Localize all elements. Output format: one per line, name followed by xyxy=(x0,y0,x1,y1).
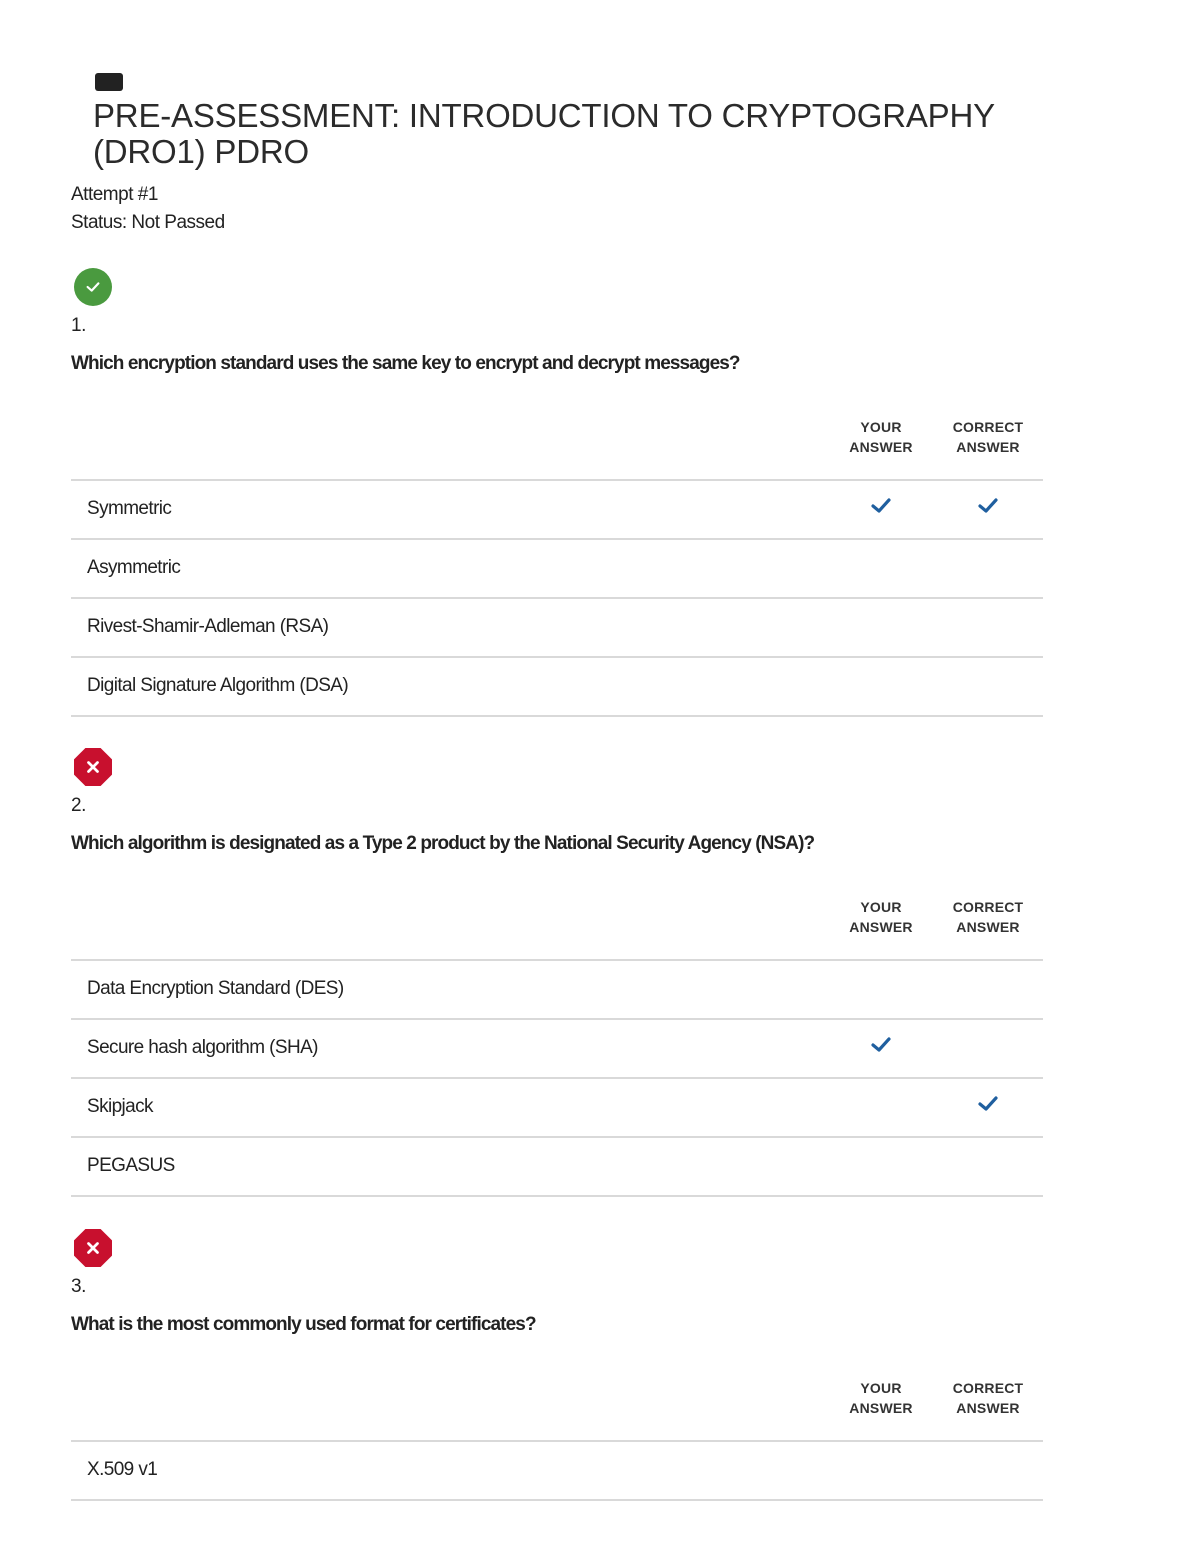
your-answer-header: YOUR ANSWER xyxy=(849,899,913,935)
question-text: Which encryption standard uses the same key to encrypt and decrypt messages? xyxy=(71,353,740,374)
x-octagon-icon xyxy=(74,748,112,786)
correct-answer-checkmark-icon xyxy=(977,495,999,517)
question-block xyxy=(71,1229,1043,1501)
correct-answer-checkmark-icon xyxy=(977,1093,999,1115)
answer-table-header xyxy=(71,897,1043,961)
your-answer-header: YOUR ANSWER xyxy=(849,419,913,455)
answer-option-label: Asymmetric xyxy=(87,557,181,578)
answer-option-row xyxy=(71,599,1043,658)
answer-option-row xyxy=(71,540,1043,599)
answer-option-label: Data Encryption Standard (DES) xyxy=(87,978,344,999)
answer-option-label: Digital Signature Algorithm (DSA) xyxy=(87,675,349,696)
correct-answer-header: CORRECT ANSWER xyxy=(952,419,1024,455)
answer-table xyxy=(71,897,1043,1197)
document-icon xyxy=(95,73,123,91)
correct-answer-header: CORRECT ANSWER xyxy=(952,1380,1024,1416)
answer-option-row xyxy=(71,1079,1043,1138)
answer-table xyxy=(71,417,1043,717)
answer-option-row xyxy=(71,1138,1043,1197)
correct-answer-header: CORRECT ANSWER xyxy=(952,899,1024,935)
answer-option-row xyxy=(71,658,1043,717)
answer-option-row xyxy=(71,1442,1043,1501)
your-answer-checkmark-icon xyxy=(870,495,892,517)
question-number: 3. xyxy=(71,1276,86,1297)
answer-option-row xyxy=(71,481,1043,540)
check-circle-icon xyxy=(74,268,112,306)
answer-option-row xyxy=(71,961,1043,1020)
attempt-status: Status: Not Passed xyxy=(71,212,225,233)
x-octagon-icon xyxy=(74,1229,112,1267)
answer-option-label: Secure hash algorithm (SHA) xyxy=(87,1037,318,1058)
answer-table-header xyxy=(71,1378,1043,1442)
question-block xyxy=(71,268,1043,717)
attempt-number: Attempt #1 xyxy=(71,184,158,205)
question-block xyxy=(71,748,1043,1197)
your-answer-header: YOUR ANSWER xyxy=(849,1380,913,1416)
answer-option-label: PEGASUS xyxy=(87,1155,175,1176)
question-number: 1. xyxy=(71,315,86,336)
answer-table-header xyxy=(71,417,1043,481)
answer-option-label: X.509 v1 xyxy=(87,1459,158,1480)
answer-table xyxy=(71,1378,1043,1501)
your-answer-checkmark-icon xyxy=(870,1034,892,1056)
answer-option-row xyxy=(71,1020,1043,1079)
answer-option-label: Symmetric xyxy=(87,498,172,519)
question-text: What is the most commonly used format for certificates? xyxy=(71,1314,536,1335)
question-number: 2. xyxy=(71,795,86,816)
answer-option-label: Skipjack xyxy=(87,1096,153,1117)
question-text: Which algorithm is designated as a Type 2 product by the National Security Agency (NSA)? xyxy=(71,833,815,854)
page-title: PRE-ASSESSMENT: INTRODUCTION TO CRYPTOGRAPHY (DRO1) PDRO xyxy=(93,97,995,170)
answer-option-label: Rivest-Shamir-Adleman (RSA) xyxy=(87,616,329,637)
